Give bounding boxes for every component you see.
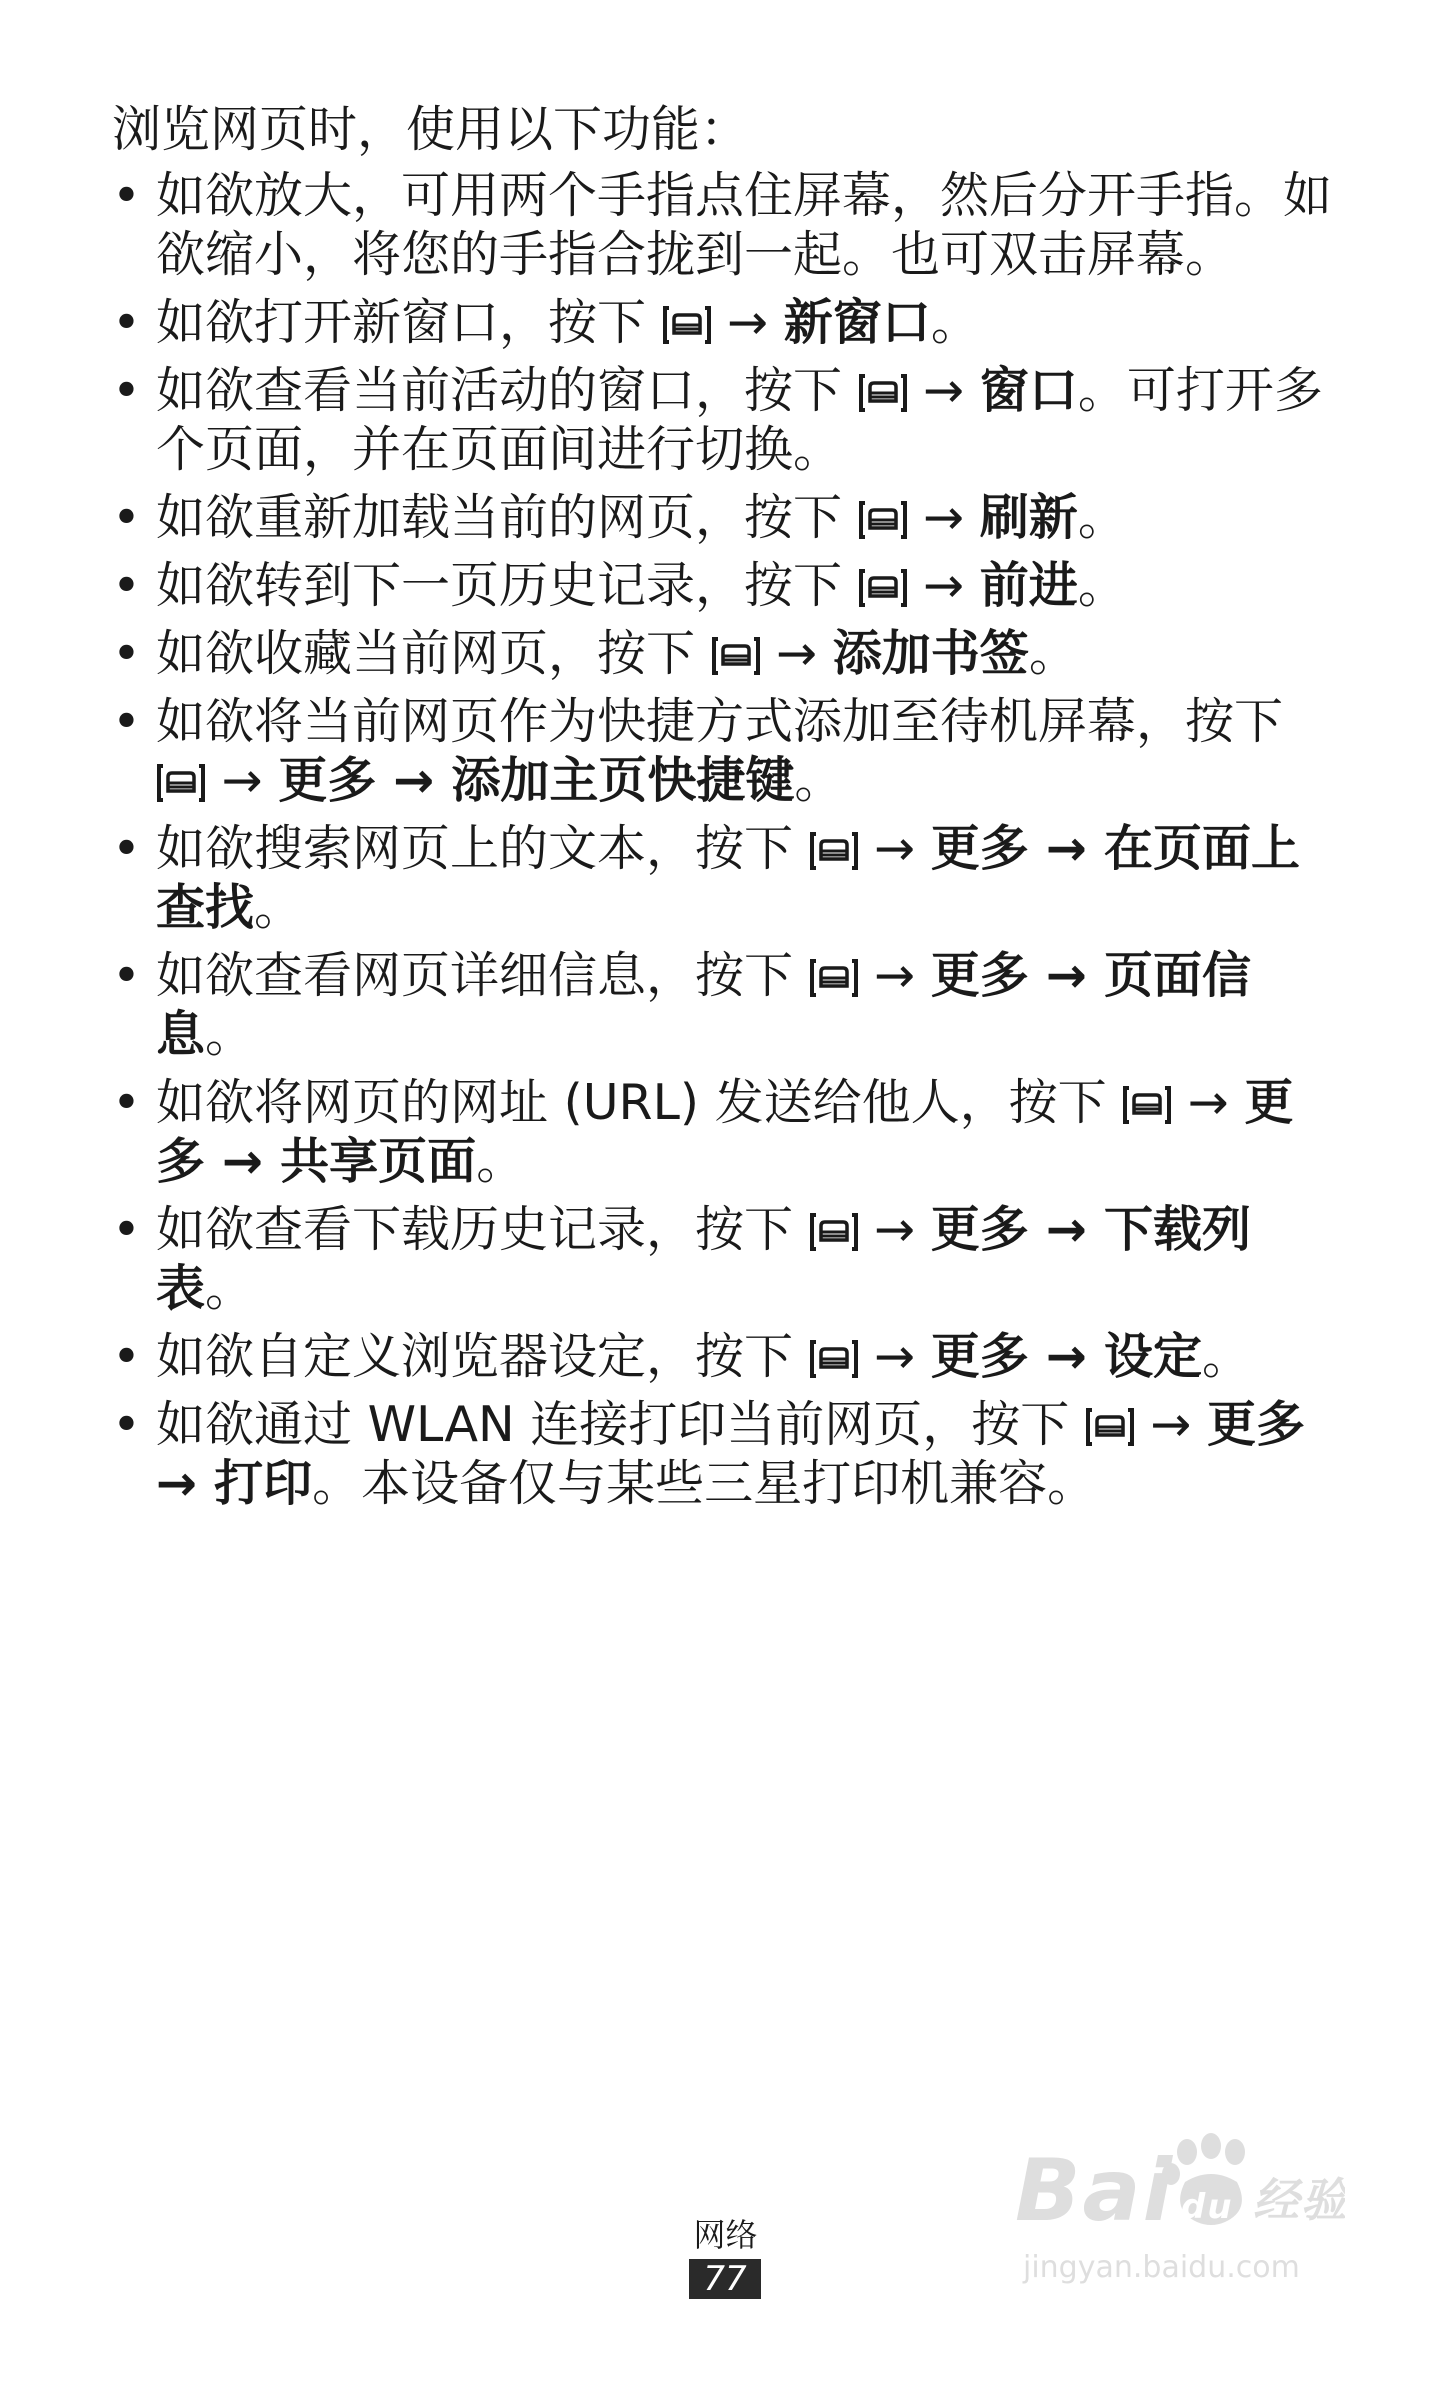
menu-path: 更多 → 添加主页快捷键: [278, 752, 795, 809]
menu-path: 刷新: [979, 489, 1078, 546]
arrow: →: [760, 625, 833, 682]
item-text: 如欲转到下一页历史记录，按下: [156, 557, 858, 614]
item-text-after: 。: [205, 1260, 255, 1317]
item-text: 如欲查看下载历史记录，按下: [156, 1201, 809, 1258]
svg-text:经验: 经验: [1253, 2173, 1345, 2227]
arrow: →: [711, 294, 784, 351]
list-item: [112, 1327, 1342, 1386]
menu-key-icon: [859, 373, 907, 411]
feature-list: [112, 166, 1342, 1522]
item-text: 如欲搜索网页上的文本，按下: [156, 820, 809, 877]
arrow: →: [206, 752, 279, 809]
paw-logo-icon: [1015, 2130, 1345, 2240]
menu-path: 更多 → 共享页面: [156, 1074, 1294, 1190]
menu-key-icon: [712, 636, 760, 674]
list-item: [112, 488, 1342, 547]
section-title: 网络: [693, 2216, 758, 2254]
svg-text:Bai: Bai: [1015, 2141, 1175, 2240]
item-text-after: 。: [254, 879, 304, 936]
item-text: 如欲通过 WLAN 连接打印当前网页，按下: [156, 1396, 1085, 1453]
menu-key-icon: [810, 958, 858, 996]
item-text: 如欲查看当前活动的窗口，按下: [156, 362, 858, 419]
menu-path: 新窗口: [783, 294, 931, 351]
list-item: [112, 946, 1342, 1064]
item-text-after: 。: [794, 752, 844, 809]
menu-path: 更多 → 在页面上查找: [156, 820, 1300, 936]
item-text: 如欲打开新窗口，按下: [156, 294, 662, 351]
menu-key-icon: [859, 568, 907, 606]
list-item: [112, 166, 1342, 284]
list-item: [112, 819, 1342, 937]
item-text: 如欲收藏当前网页，按下: [156, 625, 711, 682]
menu-path: 窗口: [979, 362, 1078, 419]
item-text-after: 。: [1077, 557, 1127, 614]
list-item: [112, 1200, 1342, 1318]
arrow: →: [907, 362, 980, 419]
arrow: →: [858, 947, 931, 1004]
item-text: 如欲将当前网页作为快捷方式添加至待机屏幕，按下: [156, 693, 1284, 750]
menu-key-icon: [810, 1339, 858, 1377]
list-item: [112, 692, 1342, 810]
arrow: →: [858, 820, 931, 877]
menu-path: 更多 → 设定: [930, 1328, 1202, 1385]
menu-path: 更多 → 页面信息: [156, 947, 1251, 1063]
watermark-url: jingyan.baidu.com: [1023, 2250, 1300, 2285]
item-text-after: 。: [205, 1006, 255, 1063]
item-text: 如欲放大，可用两个手指点住屏幕，然后分开手指。如欲缩小，将您的手指合拢到一起。也可双击屏幕。: [156, 167, 1333, 283]
arrow: →: [907, 489, 980, 546]
list-item: [112, 293, 1342, 352]
list-item: [112, 624, 1342, 683]
arrow: →: [1134, 1396, 1207, 1453]
svg-text:du: du: [1181, 2187, 1234, 2227]
arrow: →: [858, 1201, 931, 1258]
baidu-jingyan-watermark: [1015, 2130, 1355, 2320]
item-text: 如欲将网页的网址 (URL) 发送给他人，按下: [156, 1074, 1123, 1131]
menu-key-icon: [1086, 1407, 1134, 1445]
watermark-logo: [1015, 2130, 1345, 2260]
item-text: 如欲查看网页详细信息，按下: [156, 947, 809, 1004]
list-item: [112, 556, 1342, 615]
item-text: 如欲自定义浏览器设定，按下: [156, 1328, 809, 1385]
menu-key-icon: [157, 763, 205, 801]
arrow: →: [907, 557, 980, 614]
list-item: [112, 1395, 1342, 1513]
item-text-after: 。: [1077, 489, 1127, 546]
menu-key-icon: [663, 305, 711, 343]
page-number: 77: [689, 2259, 761, 2299]
list-item: [112, 1073, 1342, 1191]
item-text-after: 。: [1201, 1328, 1251, 1385]
item-text-after: 。: [1028, 625, 1078, 682]
list-item: [112, 361, 1342, 479]
menu-path: 添加书签: [832, 625, 1029, 682]
menu-key-icon: [1123, 1085, 1171, 1123]
arrow: →: [858, 1328, 931, 1385]
menu-key-icon: [859, 500, 907, 538]
item-text-after: 。本设备仅与某些三星打印机兼容。: [312, 1455, 1097, 1512]
arrow: →: [1172, 1074, 1245, 1131]
menu-key-icon: [810, 1212, 858, 1250]
item-text: 如欲重新加载当前的网页，按下: [156, 489, 858, 546]
intro-text: 浏览网页时，使用以下功能：: [112, 101, 750, 158]
item-text-after: 。: [476, 1133, 526, 1190]
menu-path: 前进: [979, 557, 1078, 614]
menu-path: 更多 → 下载列表: [156, 1201, 1251, 1317]
item-text-after: 。: [930, 294, 980, 351]
menu-key-icon: [810, 831, 858, 869]
menu-path: 更多 → 打印: [156, 1396, 1306, 1512]
item-text-after: 。可打开多个页面，并在页面间进行切换。: [156, 362, 1323, 478]
